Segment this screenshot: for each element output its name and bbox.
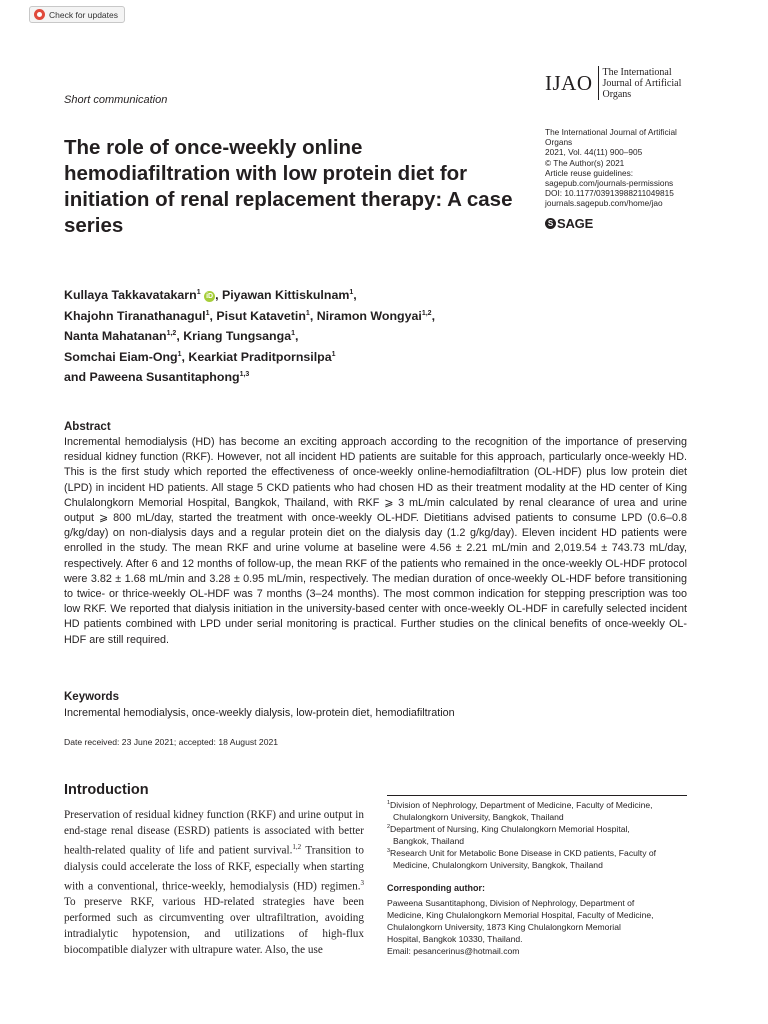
citation-mark[interactable]: 1,2 [292, 843, 302, 851]
affiliation-item [387, 847, 692, 871]
permissions-link[interactable]: sagepub.com/journals-permissions [545, 178, 674, 189]
logo-divider [598, 66, 599, 100]
corresponding-line: Paweena Susantitaphong, Division of Nephrology, Department of [387, 898, 635, 908]
corresponding-line: Chulalongkorn University, 1873 King Chulalongkorn Memorial [387, 922, 621, 932]
doi-link[interactable]: DOI: 10.1177/03913988211049815 [545, 188, 674, 199]
author-affiliation-mark: 1,2 [421, 309, 432, 317]
author-affiliation-mark: 1 [349, 289, 354, 296]
affiliation-item [387, 823, 692, 847]
author-name: Somchai Eiam-Ong [64, 349, 178, 364]
author-name: Nanta Mahatanan [64, 329, 167, 344]
citation-mark[interactable]: 3 [360, 878, 364, 887]
abstract-text: Incremental hemodialysis (HD) has become an exciting approach according to the recognition of the importance of preserving residual kidney function (RKF). However, not all incident HD patients are suitable for this approach, particularly once-weekly HD. This is the first study which reported the effectiveness of once-weekly online-hemodiafiltration (OL-HDF) plus low protein diet (LPD) in incident HD patients. All stage 5 CKD patients who had chosen HD as their treatment modality at the HD center of King Chulalongkorn Memorial Hospital, Bangkok, Thailand, with RKF ⩾ 3 mL/min calculated by renal clearance of urea and urine output ⩾ 800 mL/day, started the treatment with once-weekly OL-HDF. Dietitians advised patients to consume LPD (0.6–0.8 g/kg/day) on non-dialysis days and a regular protein diet on the dialysis day (1.2 g/kg/day). Eleven incident HD patients were enrolled in the study. The mean RKF and urine volume at baseline were 4.56 ± 2.21 mL/min and 2,019.54 ± 743.73 mL/day, respectively. After 6 and 12 months of follow-up, the mean RKF of the patients who remained in the once-weekly OL-HDF protocol were 3.82 ± 1.68 mL/min and 3.28 ± 0.95 mL/min, respectively. The median duration of once-weekly OL-HDF before transitioning to twice- or thrice-weekly OL-HDF was 7 months (3–24 months). The most common indication for stepping prescription was too low RKF. We reported that dialysis initiation in the university-based center with once-weekly OL-HDF in carefully selected incident HD patients combined with LPD under serial monitoring is practical. Further studies on the clinical benefits of once-weekly OL-HDF are still required. [64, 436, 687, 646]
affiliation-number: 2 [387, 824, 391, 830]
publisher-name: SAGE [557, 216, 594, 231]
keywords-heading: Keywords [64, 691, 119, 703]
check-for-updates-button[interactable] [29, 6, 125, 23]
author-name: Piyawan Kittiskulnam [221, 288, 350, 303]
publisher-logo [545, 216, 593, 231]
introduction-heading: Introduction [64, 782, 149, 798]
journal-home-link[interactable]: journals.sagepub.com/home/jao [545, 198, 663, 209]
meta-line: 2021, Vol. 44(11) 900–905 [545, 147, 643, 158]
check-for-updates-label: Check for updates [49, 9, 118, 20]
crossmark-icon [34, 9, 45, 20]
author-affiliation-mark: 1 [177, 350, 182, 358]
footnote-divider [387, 795, 687, 796]
affiliation-line: Division of Nephrology, Department of Medicine, Faculty of Medicine, [390, 800, 653, 810]
sage-icon: S [545, 218, 556, 229]
affiliation-line: Bangkok, Thailand [393, 836, 465, 846]
corresponding-heading: Corresponding author: [387, 883, 485, 893]
author-name: Kriang Tungsanga [183, 329, 292, 344]
affiliation-line: Research Unit for Metabolic Bone Disease in CKD patients, Faculty of [390, 848, 657, 858]
corresponding-author [387, 897, 692, 957]
keywords-text: Incremental hemodialysis, once-weekly dialysis, low-protein diet, hemodiafiltration [64, 707, 455, 719]
affiliation-item [387, 799, 692, 823]
orcid-icon[interactable]: iD [206, 293, 214, 301]
affiliation-number: 3 [387, 848, 391, 854]
journal-name-line: Organs [602, 88, 632, 100]
author-affiliation-mark: 1 [331, 350, 336, 358]
corresponding-line: Medicine, King Chulalongkorn Memorial Hospital, Faculty of Medicine, [387, 910, 654, 920]
article-type: Short communication [64, 94, 168, 106]
article-meta [545, 127, 715, 209]
meta-line: Article reuse guidelines: [545, 167, 634, 178]
journal-abbrev: IJAO [545, 70, 593, 95]
affiliation-line: Chulalongkorn University, Bangkok, Thailand [393, 812, 564, 822]
author-affiliation-mark: 1,3 [239, 371, 250, 379]
corresponding-line: Hospital, Bangkok 10330, Thailand. [387, 934, 523, 944]
author-affiliation-mark: 1 [196, 289, 201, 296]
article-title: The role of once-weekly online hemodiafiltration with low protein diet for initiation of renal replacement therapy: A case series [64, 136, 513, 237]
corresponding-email[interactable]: Email: pesancerinus@hotmail.com [387, 946, 520, 956]
meta-line: © The Author(s) 2021 [545, 157, 625, 168]
journal-name [603, 67, 682, 100]
author-name: Paweena Susantitaphong [89, 370, 240, 385]
author-affiliation-mark: 1 [205, 309, 210, 317]
author-affiliation-mark: 1 [291, 330, 295, 338]
author-name: Kullaya Takkavatakarn [64, 288, 197, 303]
affiliation-number: 1 [387, 800, 391, 806]
journal-name-line: Journal of Artificial [602, 77, 682, 89]
introduction-text: Preservation of residual kidney function (RKF) and urine output in end-stage renal disease (ESRD) patients is associated with better health-related quality of life and patient survival.$^{1,2}$ Transition to dialysis could accelerate the loss of RKF, especially when starting with a conventional, thrice-weekly, hemodialysis (HD) regimen.$^3$ To preserve RKF, various HD-related strategies have been performed such as circumventing over ultrafiltration, avoiding intradialytic hypotension, and utilizations of high-flux biocompatible dialyzer with ultrapure water. Also, the use [64, 809, 364, 957]
abstract-heading: Abstract [64, 421, 111, 433]
dates-line: Date received: 23 June 2021; accepted: 18 August 2021 [64, 737, 279, 747]
author-list: Kullaya Takkavatakarn$^1$ iD , Piyawan Kittiskulnam$^1$, Khajohn Tiranathanagul$^1$, Pisut Katavetin$^1$, Niramon Wongyai$^{1,2}$, Nanta Mahatanan$^{1,2}$, Kriang Tungsanga$^1$, Somchai Eiam-Ong$^1$, Kearkiat Praditpornsilpa$^1$ and Paweena Susantitaphong$^{1,3}$ [64, 288, 436, 385]
meta-line: The International Journal of Artificial [545, 127, 677, 137]
journal-logo [545, 66, 681, 100]
author-name: Khajohn Tiranathanagul [64, 308, 206, 323]
meta-line: Organs [545, 137, 573, 148]
journal-name-line: The International [602, 66, 672, 78]
affiliations [387, 799, 692, 871]
author-name: Niramon Wongyai [316, 308, 422, 323]
author-affiliation-mark: 1,2 [166, 330, 177, 338]
affiliation-line: Department of Nursing, King Chulalongkorn Memorial Hospital, [390, 824, 630, 834]
author-name: Pisut Katavetin [216, 308, 306, 323]
author-name: Kearkiat Praditpornsilpa [188, 349, 332, 364]
affiliation-line: Medicine, Chulalongkorn University, Bangkok, Thailand [393, 860, 603, 870]
author-affiliation-mark: 1 [305, 309, 310, 317]
